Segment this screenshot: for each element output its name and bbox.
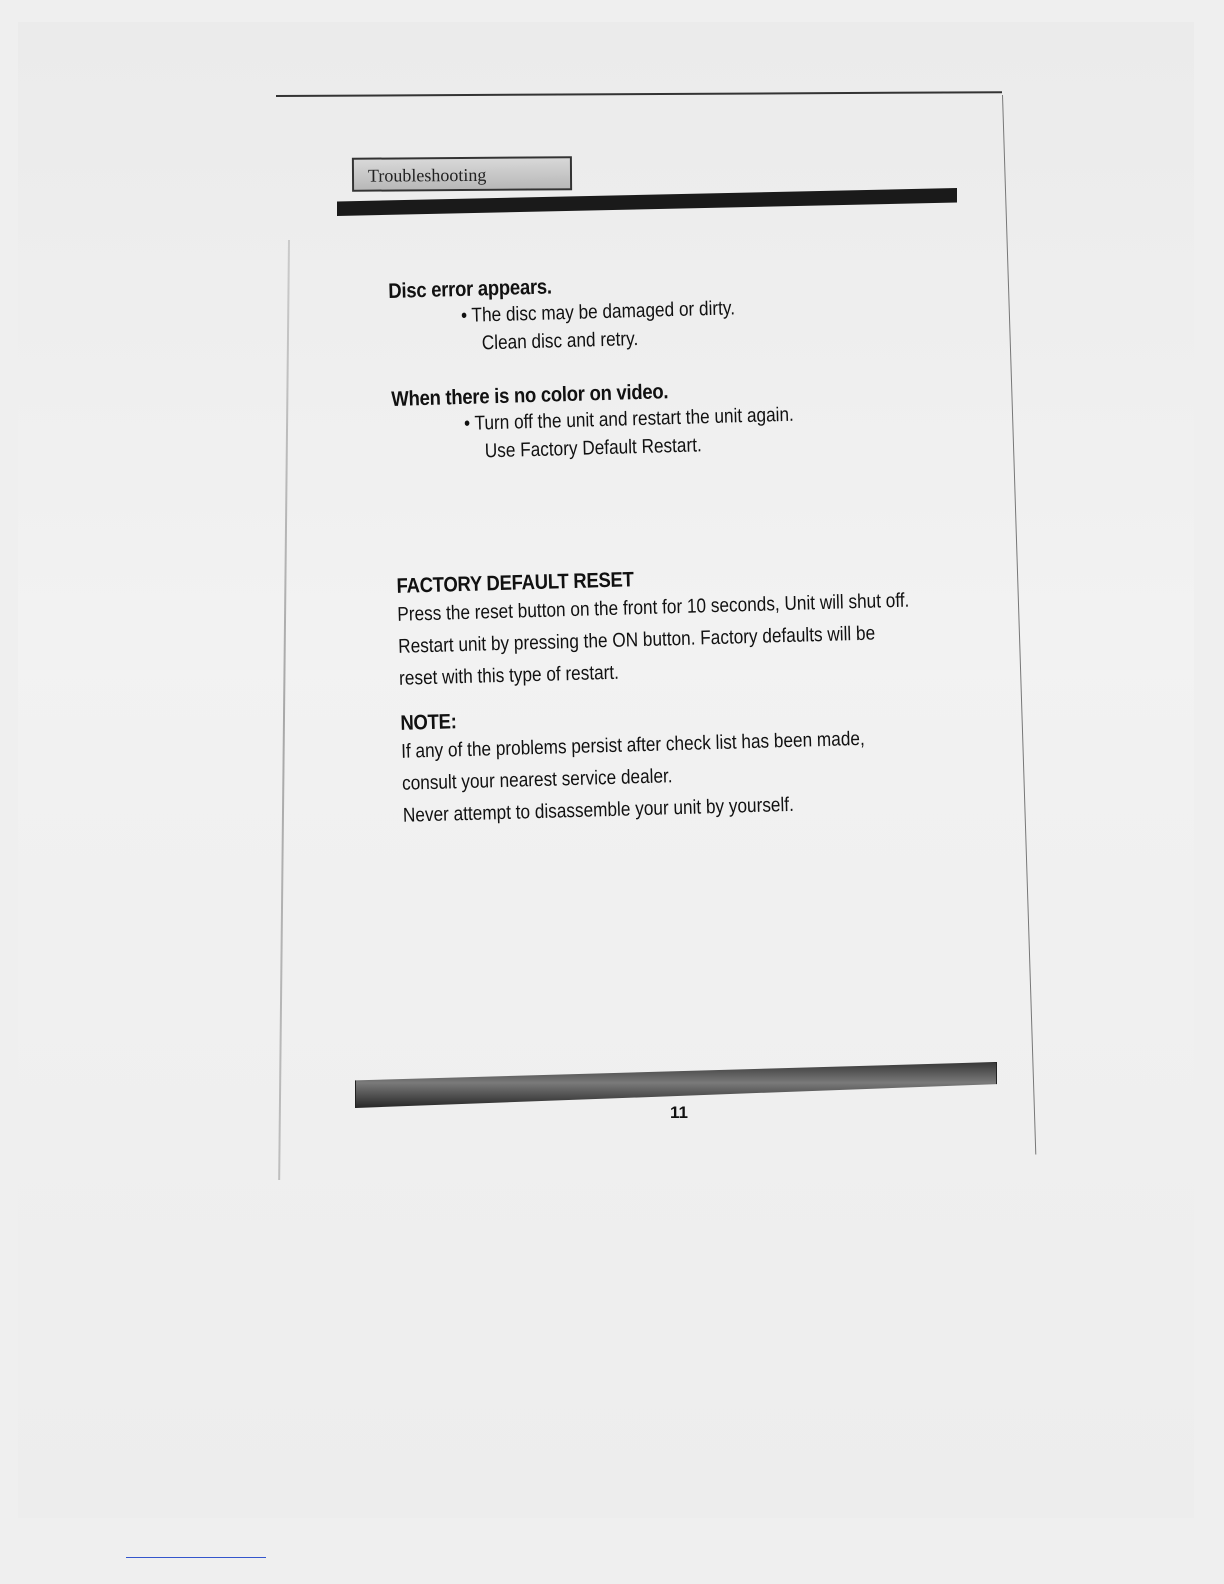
bullet-detail: Use Factory Default Restart. <box>484 434 703 463</box>
no-color-section <box>391 375 849 468</box>
bullet-detail: Clean disc and retry. <box>481 328 639 355</box>
section-heading: NOTE: <box>400 710 457 735</box>
paragraph-line: Press the reset button on the front for 10 seconds, Unit will shut off. <box>397 589 910 626</box>
bottom-rule <box>126 1557 266 1558</box>
section-heading: Disc error appears. <box>388 275 553 303</box>
paragraph-line: consult your nearest service dealer. <box>401 765 673 795</box>
disc-error-section <box>388 269 781 360</box>
paragraph-line: reset with this type of restart. <box>398 661 620 690</box>
factory-reset-section <box>396 558 995 695</box>
section-heading: When there is no color on video. <box>391 380 669 411</box>
bullet-item: • The disc may be damaged or dirty. <box>460 297 736 327</box>
paragraph-line: Never attempt to disassemble your unit by yourself. <box>402 793 795 827</box>
paragraph-line: If any of the problems persist after check list has been made, <box>400 727 865 763</box>
paragraph-line: Restart unit by pressing the ON button. Factory defaults will be <box>397 622 876 658</box>
section-tab-label: Troubleshooting <box>367 164 487 186</box>
note-section <box>400 697 942 832</box>
section-heading: FACTORY DEFAULT RESET <box>396 568 634 598</box>
bullet-item: • Turn off the unit and restart the unit again. <box>463 403 795 435</box>
page-number: 11 <box>670 1103 688 1122</box>
section-tab <box>352 156 572 192</box>
